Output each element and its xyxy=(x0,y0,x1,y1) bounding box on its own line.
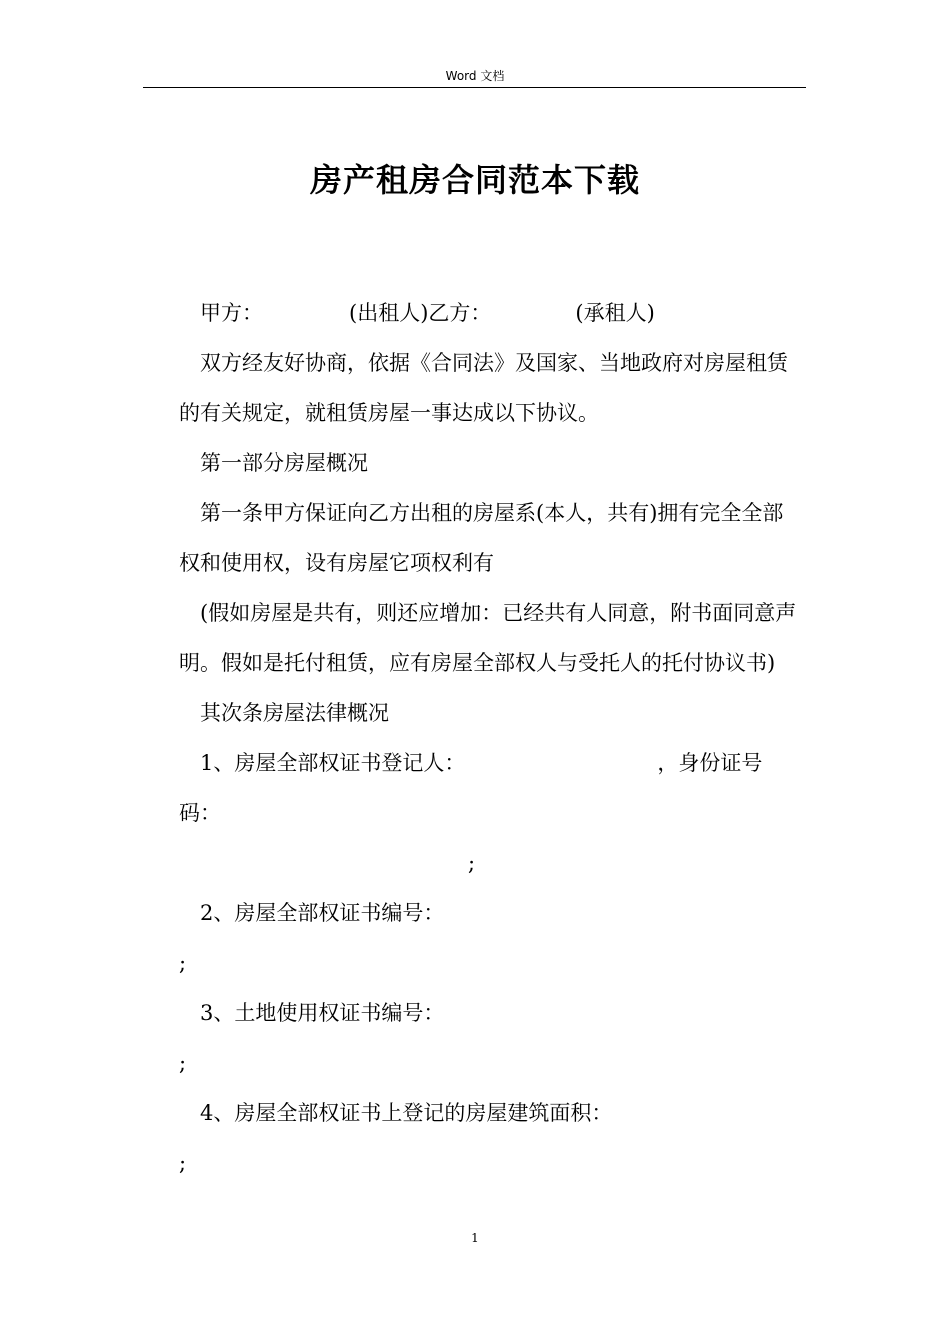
item1-end: ; xyxy=(468,851,476,875)
item1-label: 1、房屋全部权证书登记人： xyxy=(200,751,466,775)
parties-line xyxy=(179,288,804,338)
header-divider xyxy=(143,87,806,88)
document-title: 房产租房合同范本下载 xyxy=(309,161,640,199)
article1-note: (假如房屋是共有，则还应增加：已经共有人同意，附书面同意声明。假如是托付租赁，应有房屋全部权人与受托人的托付协议书) xyxy=(179,601,797,675)
document-body xyxy=(179,288,804,1188)
article1-paragraph: 第一条甲方保证向乙方出租的房屋系(本人，共有)拥有完全全部权和使用权，设有房屋它项权利有 xyxy=(179,501,784,575)
lessee-label: (承租人) xyxy=(575,301,655,325)
part1-heading: 第一部分房屋概况 xyxy=(200,451,368,475)
item2-line: 2、房屋全部权证书编号： xyxy=(200,901,445,925)
item3-end: ; xyxy=(179,1051,187,1075)
item2-end: ; xyxy=(179,951,187,975)
item1-id-label: ，身份证号码： xyxy=(179,751,763,825)
lessor-label: (出租人)乙方： xyxy=(349,301,492,325)
article2-heading: 其次条房屋法律概况 xyxy=(200,701,389,725)
item4-line: 4、房屋全部权证书上登记的房屋建筑面积： xyxy=(200,1101,613,1125)
party-a-label: 甲方： xyxy=(200,301,263,325)
item4-end: ; xyxy=(179,1151,187,1175)
intro-paragraph: 双方经友好协商，依据《合同法》及国家、当地政府对房屋租赁的有关规定，就租赁房屋一事达成以下协议。 xyxy=(179,351,788,425)
item1-line xyxy=(179,738,804,838)
page-number: 1 xyxy=(471,1231,479,1245)
item3-line: 3、土地使用权证书编号： xyxy=(200,1001,445,1025)
page-header: Word 文档 xyxy=(445,69,505,83)
